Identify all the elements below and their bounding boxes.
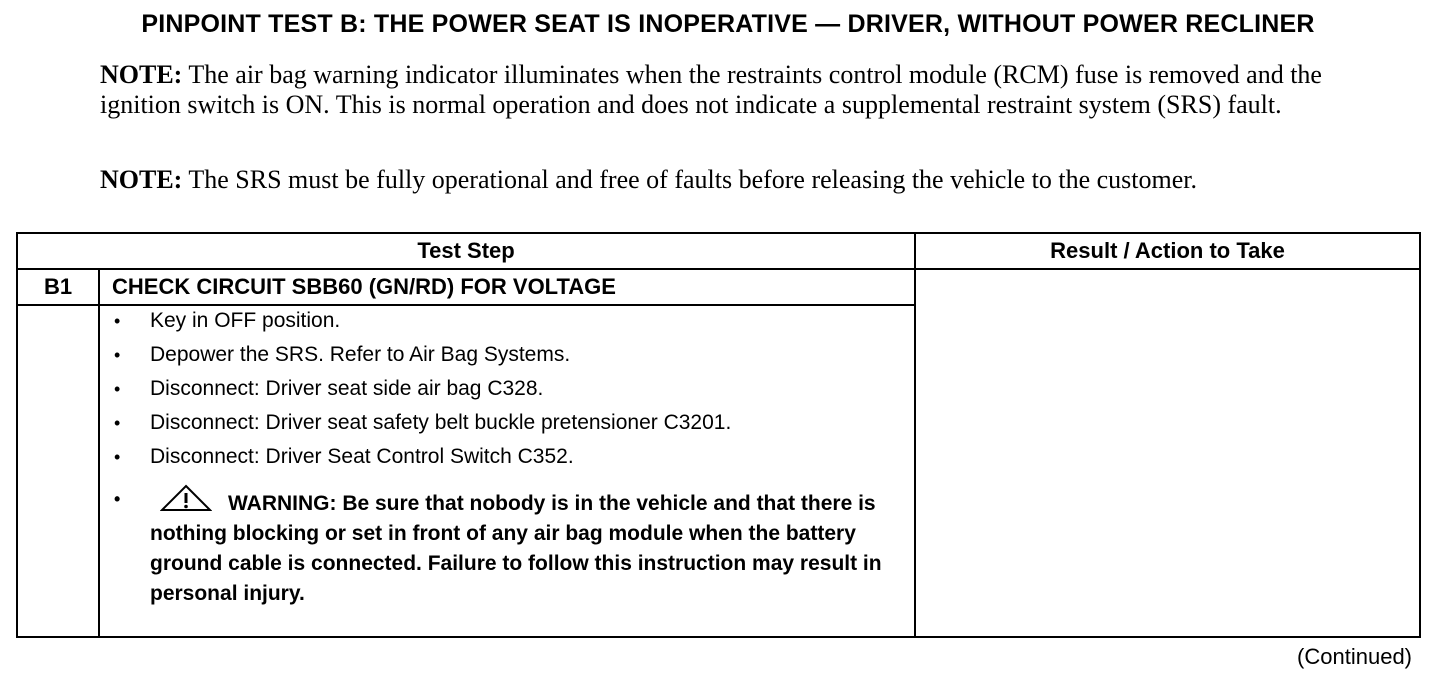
bullet-icon: • (114, 489, 121, 509)
continued-label: (Continued) (1297, 644, 1412, 669)
list-item (100, 408, 914, 438)
bullet-icon: • (114, 379, 121, 399)
list-item (100, 306, 914, 336)
note-rcm-fuse (100, 60, 1330, 120)
instruction-text: Depower the SRS. Refer to Air Bag Systems. (150, 343, 571, 366)
instruction-text: Disconnect: Driver seat side air bag C328. (150, 377, 544, 400)
table-header-row (17, 233, 1420, 269)
list-item (100, 442, 914, 472)
instruction-text: Disconnect: Driver seat safety belt buckle pretensioner C3201. (150, 411, 732, 434)
warning-item (100, 484, 914, 609)
list-item (100, 374, 914, 404)
result-action-cell (915, 269, 1420, 637)
page-title: PINPOINT TEST B: THE POWER SEAT IS INOPERATIVE — DRIVER, WITHOUT POWER RECLINER (141, 10, 1315, 38)
header-result-action: Result / Action to Take (915, 233, 1420, 269)
test-step-table (16, 232, 1421, 638)
note-label: NOTE: (100, 60, 183, 89)
warning-text: WARNING: Be sure that nobody is in the vehicle and that there is nothing blocking or set in front of any air bag module when the battery ground cable is connected. Failure to follow this instruction may result in personal injury. (150, 492, 882, 605)
step-id-empty (17, 305, 99, 637)
step-instructions (99, 305, 915, 637)
step-id: B1 (17, 269, 99, 305)
bullet-icon: • (114, 345, 121, 365)
bullet-icon: • (114, 413, 121, 433)
note-text: The SRS must be fully operational and free of faults before releasing the vehicle to the customer. (182, 165, 1198, 194)
warning-triangle-icon (160, 484, 212, 512)
list-item (100, 340, 914, 370)
note-srs-operational (100, 165, 1330, 195)
header-test-step: Test Step (17, 233, 915, 269)
bullet-icon: • (114, 447, 121, 467)
note-text: The air bag warning indicator illuminates when the restraints control module (RCM) fuse is removed and the ignition switch is ON. This is normal operation and does not indicate a supplemental restraint system (SRS) fault. (100, 60, 1322, 119)
step-heading: CHECK CIRCUIT SBB60 (GN/RD) FOR VOLTAGE (99, 269, 915, 305)
instruction-text: Disconnect: Driver Seat Control Switch C352. (150, 445, 574, 468)
table-row (17, 269, 1420, 305)
bullet-icon: • (114, 311, 121, 331)
note-label: NOTE: (100, 165, 183, 194)
instruction-list (100, 306, 914, 609)
instruction-text: Key in OFF position. (150, 309, 341, 332)
